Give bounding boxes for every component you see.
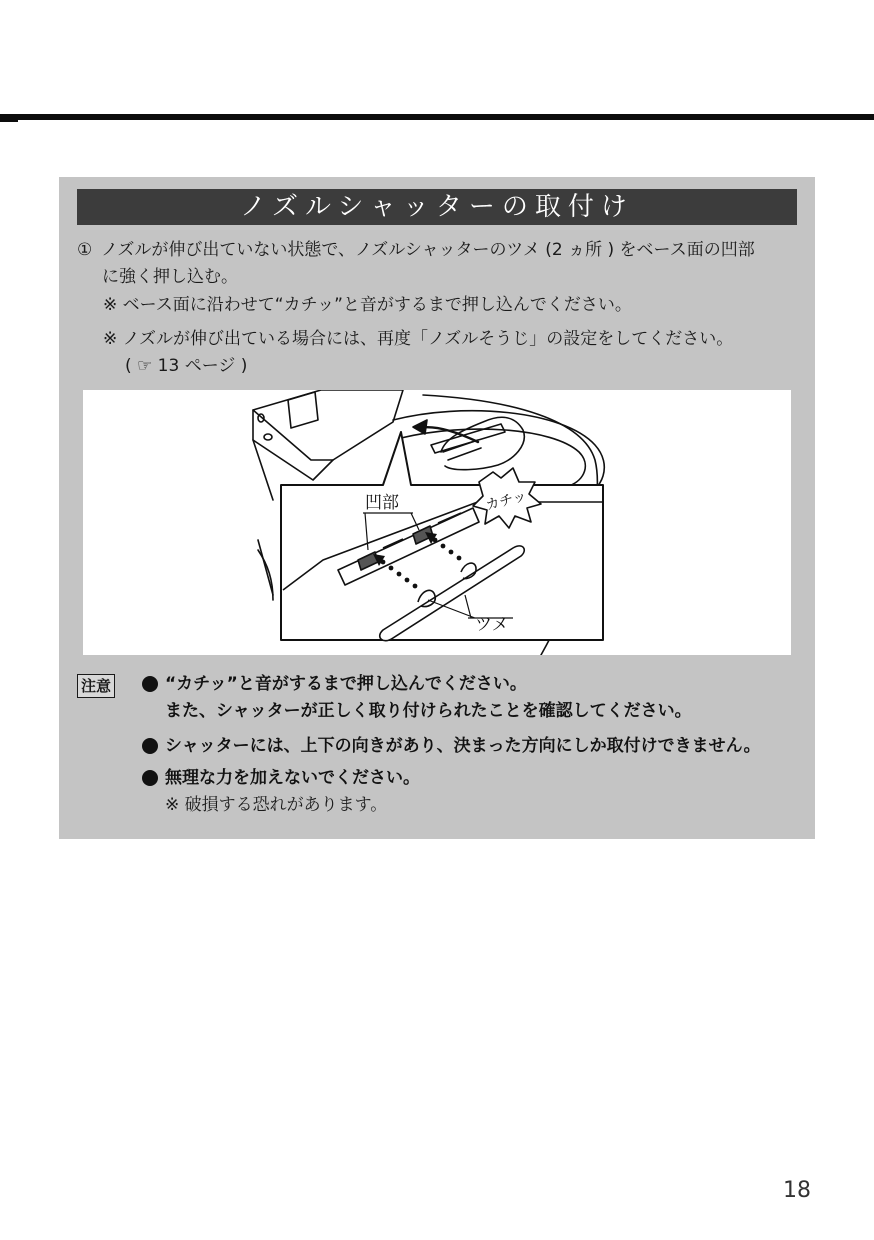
note-2-line-2: ( ☞ 13 ページ ) bbox=[125, 356, 248, 376]
left-curve bbox=[258, 550, 273, 600]
label-claw: ツメ bbox=[475, 615, 509, 635]
dotted-arrow-dot bbox=[405, 578, 410, 583]
hand bbox=[441, 417, 524, 469]
base-unit-side bbox=[253, 440, 273, 595]
caution-label: 注意 bbox=[77, 674, 115, 698]
motion-arrow-head bbox=[413, 420, 427, 434]
step-text-1: ノズルが伸び出ていない状態で、ノズルシャッターのツメ (2 ヵ所 ) をベース面の凹部 bbox=[101, 240, 755, 260]
dotted-arrow-dot bbox=[397, 572, 402, 577]
dotted-arrow-dot bbox=[457, 556, 462, 561]
step-number: ① bbox=[77, 240, 93, 260]
caution-item-3: 無理な力を加えないでください。 bbox=[165, 768, 420, 788]
dotted-arrow-dot bbox=[389, 566, 394, 571]
note-2-line-1: ※ ノズルが伸び出ている場合には、再度「ノズルそうじ」の設定をしてください。 bbox=[103, 329, 734, 349]
top-rule-notch bbox=[0, 120, 18, 122]
caution-item-1-line-1: “カチッ”と音がするまで押し込んでください。 bbox=[165, 674, 527, 694]
dotted-arrow-dot bbox=[413, 584, 418, 589]
note-1: ※ ベース面に沿わせて“カチッ”と音がするまで押し込んでください。 bbox=[103, 295, 632, 315]
step-line-2: に強く押し込む。 bbox=[102, 267, 238, 287]
top-rule bbox=[0, 114, 874, 120]
page-number: 18 bbox=[783, 1178, 811, 1203]
bullet-icon bbox=[142, 738, 158, 754]
section-title: ノズルシャッターの取付け bbox=[77, 189, 797, 225]
dotted-arrow-dot bbox=[449, 550, 454, 555]
label-recess: 凹部 bbox=[365, 493, 399, 513]
caution-item-3-note: ※ 破損する恐れがあります。 bbox=[165, 795, 388, 815]
label-click: カチッ bbox=[484, 488, 529, 514]
caution-item-2: シャッターには、上下の向きがあり、決まった方向にしか取付けできません。 bbox=[165, 736, 761, 756]
screw-hole bbox=[264, 434, 272, 440]
dotted-arrow-dot bbox=[441, 544, 446, 549]
base-unit-window bbox=[288, 392, 318, 428]
bullet-icon bbox=[142, 676, 158, 692]
step-line-1 bbox=[77, 239, 755, 261]
content-panel bbox=[59, 177, 815, 839]
finger bbox=[443, 440, 481, 460]
caution-item-1-line-2: また、シャッターが正しく取り付けられたことを確認してください。 bbox=[165, 701, 692, 721]
bullet-icon bbox=[142, 770, 158, 786]
installation-illustration bbox=[83, 390, 791, 655]
base-unit-top bbox=[253, 390, 403, 460]
